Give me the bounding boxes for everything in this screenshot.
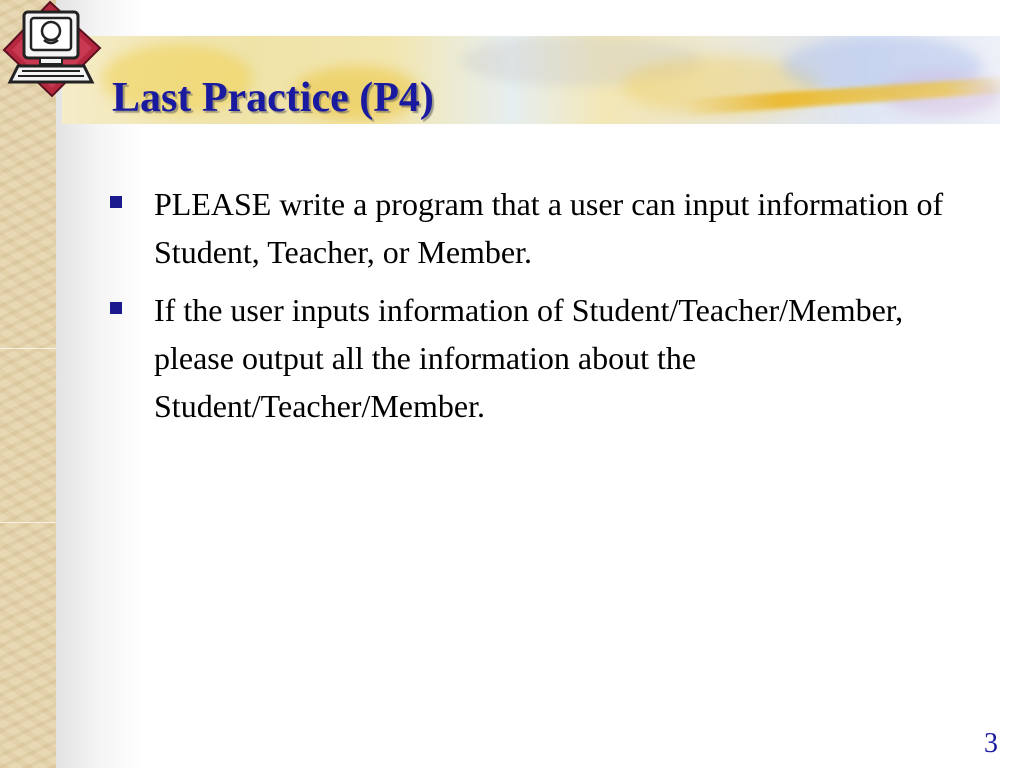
square-bullet-icon — [110, 196, 122, 208]
bullet-text: If the user inputs information of Student/Teacher/Member, please output all the information about the Student/Teacher/Member. — [154, 292, 904, 424]
square-bullet-icon — [110, 302, 122, 314]
list-item — [104, 286, 964, 430]
page-number: 3 — [984, 728, 998, 759]
list-item — [104, 180, 964, 276]
slide-title: Last Practice (P4) — [112, 75, 434, 121]
left-parchment-strip — [0, 0, 56, 768]
computer-icon — [0, 0, 108, 100]
bullet-list — [104, 180, 964, 440]
strip-divider — [0, 348, 56, 349]
strip-divider — [0, 522, 56, 523]
bullet-text: PLEASE write a program that a user can input information of Student, Teacher, or Member. — [154, 186, 944, 270]
